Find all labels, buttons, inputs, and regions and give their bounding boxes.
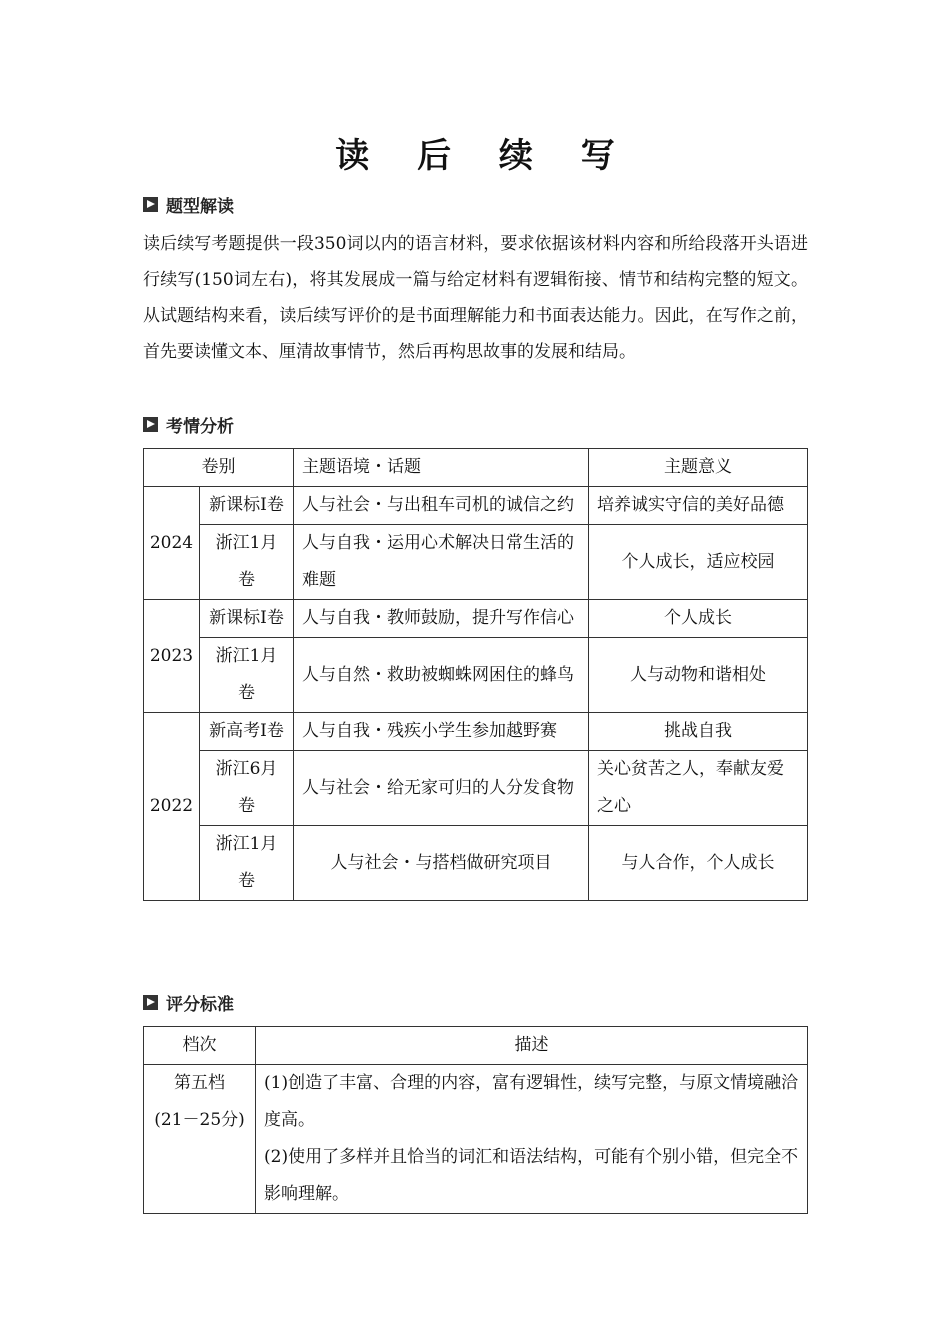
year-cell: 2024: [144, 487, 200, 600]
scoring-table: [143, 1026, 808, 1214]
paper-cell: 浙江6月卷: [200, 751, 294, 826]
table-row: [144, 1065, 808, 1214]
description-item: (1)创造了丰富、合理的内容，富有逻辑性，续写完整，与原文情境融洽度高。: [264, 1073, 799, 1130]
topic-cell: 人与社会・与搭档做研究项目: [294, 826, 589, 901]
paper-cell: 新课标Ⅰ卷: [200, 487, 294, 525]
description-item: (2)使用了多样并且恰当的词汇和语法结构，可能有个别小错，但完全不影响理解。: [264, 1147, 799, 1204]
paper-cell: 浙江1月卷: [200, 826, 294, 901]
level-range: (21－25分): [154, 1110, 245, 1130]
paper-cell: 新高考Ⅰ卷: [200, 713, 294, 751]
section-heading-label: 题型解读: [166, 196, 234, 217]
header-level: 档次: [144, 1027, 256, 1065]
level-cell: [144, 1065, 256, 1214]
topic-cell: 人与社会・给无家可归的人分发食物: [294, 751, 589, 826]
description-cell: [256, 1065, 808, 1214]
table-row: [144, 525, 808, 600]
meaning-cell: 挑战自我: [589, 713, 808, 751]
year-cell: 2023: [144, 600, 200, 713]
play-icon: [143, 197, 158, 212]
exam-analysis-table: [143, 448, 808, 901]
meaning-cell: 个人成长，适应校园: [589, 525, 808, 600]
table-row: [144, 638, 808, 713]
level-name: 第五档: [174, 1073, 225, 1093]
section-heading-scoring: [143, 990, 234, 1014]
topic-cell: 人与自我・运用心术解决日常生活的难题: [294, 525, 589, 600]
meaning-cell: 人与动物和谐相处: [589, 638, 808, 713]
year-cell: 2022: [144, 713, 200, 901]
section-heading-label: 考情分析: [166, 416, 234, 437]
meaning-cell: 关心贫苦之人，奉献友爱之心: [589, 751, 808, 826]
section-heading-analysis-type: [143, 192, 234, 216]
paper-cell: 浙江1月卷: [200, 525, 294, 600]
table-row: [144, 713, 808, 751]
paper-cell: 浙江1月卷: [200, 638, 294, 713]
section-heading-exam-analysis: [143, 412, 234, 436]
topic-cell: 人与自我・教师鼓励，提升写作信心: [294, 600, 589, 638]
intro-paragraph: 读后续写考题提供一段350词以内的语言材料，要求依据该材料内容和所给段落开头语进行续写(150词左右)，将其发展成一篇与给定材料有逻辑衔接、情节和结构完整的短文。从试题结构来看，读后续写评价的是书面理解能力和书面表达能力。因此，在写作之前，首先要读懂文本、厘清故事情节，然后再构思故事的发展和结局。: [143, 234, 808, 362]
header-meaning: 主题意义: [589, 449, 808, 487]
topic-cell: 人与自我・残疾小学生参加越野赛: [294, 713, 589, 751]
meaning-cell: 与人合作，个人成长: [589, 826, 808, 901]
header-description: 描述: [256, 1027, 808, 1065]
header-paper: 卷别: [144, 449, 294, 487]
meaning-cell: 培养诚实守信的美好品德: [589, 487, 808, 525]
table-row: [144, 826, 808, 901]
paper-cell: 新课标Ⅰ卷: [200, 600, 294, 638]
topic-cell: 人与社会・与出租车司机的诚信之约: [294, 487, 589, 525]
play-icon: [143, 995, 158, 1010]
table-row: [144, 600, 808, 638]
table-row: [144, 487, 808, 525]
section-heading-label: 评分标准: [166, 994, 234, 1015]
table-header-row: [144, 449, 808, 487]
meaning-cell: 个人成长: [589, 600, 808, 638]
header-topic: 主题语境・话题: [294, 449, 589, 487]
topic-cell: 人与自然・救助被蜘蛛网困住的蜂鸟: [294, 638, 589, 713]
table-header-row: [144, 1027, 808, 1065]
play-icon: [143, 417, 158, 432]
table-row: [144, 751, 808, 826]
page-title: 读 后 续 写: [335, 136, 633, 176]
